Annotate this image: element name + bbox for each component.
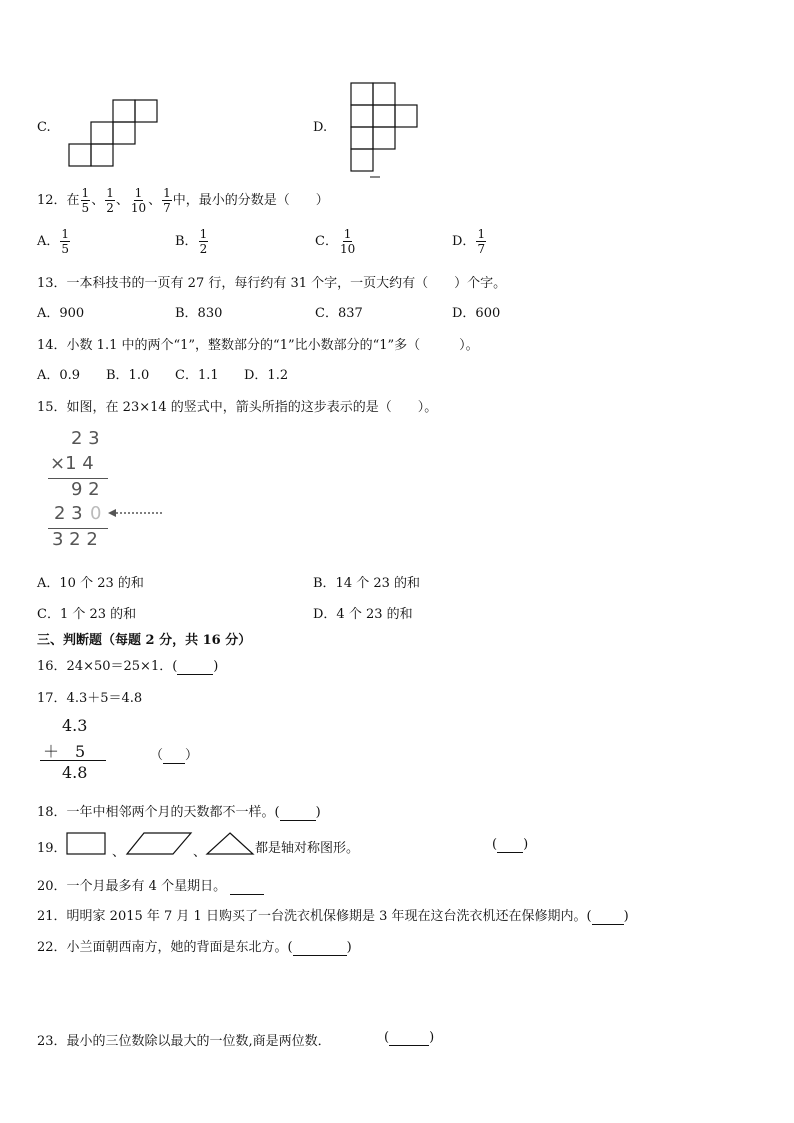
q14-option-b[interactable]: B．1.0: [106, 368, 150, 383]
q11-option-c-label[interactable]: C.: [37, 120, 51, 135]
question-22: 22．小兰面朝西南方，她的背面是东北方。( ): [37, 940, 352, 955]
question-18: 18．一年中相邻两个月的天数都不一样。( ): [37, 805, 321, 820]
question-15: 15．如图，在 23×14 的竖式中，箭头所指的这步表示的是（ ）。: [37, 400, 438, 415]
q12-option-a[interactable]: A． $\frac{1}{5}$: [37, 227, 70, 256]
q13-option-a[interactable]: A．900: [37, 306, 85, 321]
q15-arrow-icon: [108, 508, 163, 518]
q12-prefix: 12．在: [37, 193, 80, 208]
q11-option-d-net-figure: [350, 82, 422, 178]
q12-fraction-3: $\frac{1}{10}$: [130, 186, 147, 215]
q13-option-c[interactable]: C．837: [315, 306, 363, 321]
q14-option-c[interactable]: C．1.1: [175, 368, 219, 383]
q12-option-c[interactable]: C． $\frac{1}{10}$: [315, 227, 356, 256]
q14-option-d[interactable]: D．1.2: [244, 368, 289, 383]
q14-option-a[interactable]: A．0.9: [37, 368, 81, 383]
question-17: 17．4.3＋5＝4.8: [37, 691, 143, 706]
q15-option-c[interactable]: C．1 个 23 的和: [37, 607, 137, 622]
q12-option-b[interactable]: B． $\frac{1}{2}$: [175, 227, 208, 256]
q12-sep: 、: [115, 193, 129, 208]
q13-option-d[interactable]: D．600: [452, 306, 501, 321]
q19-answer: ( ): [492, 837, 529, 852]
question-13: 13．一本科技书的一页有 27 行，每行约有 31 个字，一页大约有（ ）个字。: [37, 276, 507, 291]
q19-suffix: 都是轴对称图形。: [255, 841, 360, 856]
q12-fraction-1: $\frac{1}{5}$: [81, 186, 90, 215]
q13-option-b[interactable]: B．830: [175, 306, 223, 321]
question-12: [37, 183, 329, 219]
parallelogram-shape-icon: [126, 832, 192, 856]
q12-fraction-4: $\frac{1}{7}$: [163, 186, 171, 215]
question-14: 14．小数 1.1 中的两个“1”，整数部分的“1”比小数部分的“1”多（ ）。: [37, 338, 479, 353]
q15-option-b[interactable]: B．14 个 23 的和: [313, 576, 421, 591]
q19-sep-1: 、: [112, 845, 126, 860]
rectangle-shape-icon: [66, 832, 106, 856]
question-16: 16．24×50＝25×1．( ): [37, 659, 219, 674]
section-3-title: 三、判断题（每题 2 分，共 16 分）: [37, 633, 252, 648]
q12-suffix: 中，最小的分数是（ ）: [172, 193, 329, 208]
q19-sep-2: 、: [193, 845, 207, 860]
q15-option-d[interactable]: D．4 个 23 的和: [313, 607, 413, 622]
q12-sep: 、: [148, 193, 162, 208]
q15-option-a[interactable]: A．10 个 23 的和: [37, 576, 144, 591]
q18-answer-blank[interactable]: [280, 805, 316, 821]
question-19: 19．: [37, 841, 67, 856]
q23-answer: ( ): [384, 1030, 435, 1045]
q17-answer: （ ）: [150, 748, 199, 763]
q12-option-d[interactable]: D． $\frac{1}{7}$: [452, 227, 486, 256]
q21-answer-blank[interactable]: [592, 909, 624, 925]
question-20: 20．一个月最多有 4 个星期日。: [37, 875, 264, 895]
question-21: 21．明明家 2015 年 7 月 1 日购买了一台洗衣机保修期是 3 年现在这台洗衣机还在保修期内。( ): [37, 909, 629, 924]
q11-option-c-net-figure: [68, 99, 160, 169]
question-23: 23．最小的三位数除以最大的一位数,商是两位数．: [37, 1034, 331, 1049]
q12-fraction-2: $\frac{1}{2}$: [106, 186, 114, 215]
q22-answer-blank[interactable]: [293, 940, 347, 956]
q11-option-d-label[interactable]: D.: [313, 120, 328, 135]
q23-answer-blank[interactable]: [389, 1030, 429, 1046]
q17-answer-blank[interactable]: [163, 748, 185, 764]
triangle-shape-icon: [206, 832, 254, 856]
q12-sep: 、: [91, 193, 105, 208]
q20-answer-blank[interactable]: [230, 879, 264, 895]
q16-answer-blank[interactable]: [177, 659, 213, 675]
q19-answer-blank[interactable]: [497, 837, 523, 853]
